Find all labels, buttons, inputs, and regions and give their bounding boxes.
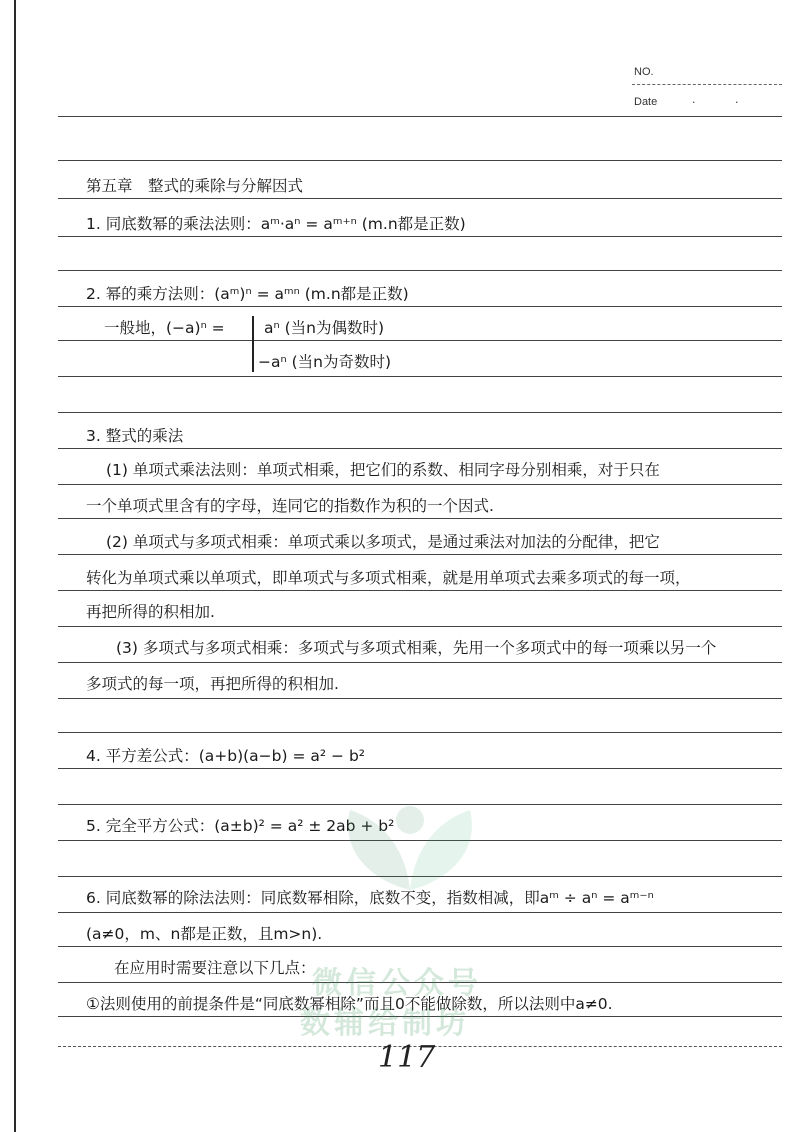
- ruled-line: [58, 698, 782, 699]
- ruled-line: [58, 626, 782, 627]
- ruled-line: [58, 554, 782, 555]
- ruled-line: [58, 448, 782, 449]
- section-3-title: 3. 整式的乘法: [86, 427, 184, 445]
- paragraph-line: 再把所得的积相加.: [86, 603, 215, 621]
- watermark-text: 数辅给制坊: [300, 1006, 470, 1041]
- ruled-line: [58, 306, 782, 307]
- header-divider: [632, 84, 782, 85]
- paragraph-line: 转化为单项式乘以单项式，即单项式与多项式相乘，就是用单项式去乘多项式的每一项，: [86, 569, 691, 587]
- ruled-line: [58, 236, 782, 237]
- paragraph-line: (3) 多项式与多项式相乘：多项式与多项式相乘，先用一个多项式中的每一项乘以另一个: [116, 639, 717, 657]
- ruled-line: [58, 484, 782, 485]
- case-even: aⁿ (当n为偶数时): [264, 319, 385, 337]
- division-condition: (a≠0，m、n都是正数，且m>n).: [86, 925, 323, 943]
- rule-2-power: 2. 幂的乘方法则：(aᵐ)ⁿ = aᵐⁿ (m.n都是正数): [86, 285, 409, 303]
- ruled-line: [58, 198, 782, 199]
- ruled-line: [58, 518, 782, 519]
- ruled-line: [58, 732, 782, 733]
- date-dots: · ·: [692, 96, 757, 109]
- ruled-line: [58, 270, 782, 271]
- note-1: ①法则使用的前提条件是“同底数幂相除”而且0不能做除数，所以法则中a≠0.: [86, 995, 613, 1013]
- paragraph-line: 一个单项式里含有的字母，连同它的指数作为积的一个因式.: [86, 497, 494, 515]
- generalization-lead: 一般地，(−a)ⁿ =: [104, 319, 225, 337]
- ruled-line: [58, 946, 782, 947]
- watermark-text: 微信公众号: [312, 966, 482, 1001]
- date-label: Date: [634, 96, 658, 108]
- ruled-line: [58, 662, 782, 663]
- notes-intro: 在应用时需要注意以下几点：: [114, 959, 316, 977]
- ruled-line: [58, 412, 782, 413]
- margin-rule: [14, 0, 16, 1132]
- leaf-logo-watermark: [300, 790, 520, 900]
- paragraph-line: 多项式的每一项，再把所得的积相加.: [86, 675, 339, 693]
- ruled-line: [58, 912, 782, 913]
- rule-4-difference-of-squares: 4. 平方差公式：(a+b)(a−b) = a² − b²: [86, 747, 366, 765]
- ruled-line: [58, 340, 782, 341]
- ruled-line: [58, 160, 782, 161]
- case-odd: −aⁿ (当n为奇数时): [258, 353, 392, 371]
- rule-1-multiplication: 1. 同底数幂的乘法法则：aᵐ·aⁿ = aᵐ⁺ⁿ (m.n都是正数): [86, 215, 466, 233]
- ruled-line: [58, 590, 782, 591]
- paragraph-line: (1) 单项式乘法法则：单项式相乘，把它们的系数、相同字母分别相乘，对于只在: [106, 461, 660, 479]
- paragraph-line: (2) 单项式与多项式相乘：单项式乘以多项式，是通过乘法对加法的分配律，把它: [106, 533, 660, 551]
- ruled-line: [58, 116, 782, 117]
- rule-5-perfect-square: 5. 完全平方公式：(a±b)² = a² ± 2ab + b²: [86, 817, 395, 835]
- page-number: 117: [378, 1040, 436, 1075]
- ruled-line: [58, 768, 782, 769]
- rule-6-division: 6. 同底数幂的除法法则：同底数幂相除，底数不变，指数相减，即aᵐ ÷ aⁿ = aᵐ⁻ⁿ: [86, 889, 654, 907]
- chapter-title: 第五章 整式的乘除与分解因式: [86, 177, 304, 195]
- ruled-line: [58, 376, 782, 377]
- number-label: NO.: [634, 66, 654, 78]
